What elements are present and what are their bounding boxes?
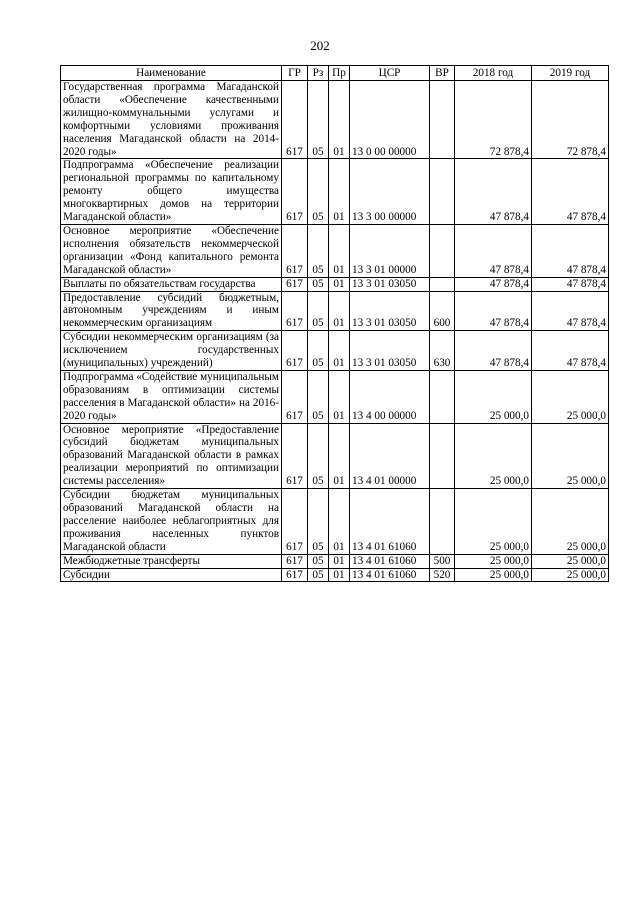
- cell-pr: 01: [329, 568, 350, 582]
- table-row: [61, 489, 609, 555]
- column-header-rz: Рз: [308, 66, 329, 81]
- table-row: [61, 291, 609, 331]
- cell-gr: 617: [282, 81, 308, 159]
- column-header-name: Наименование: [61, 66, 282, 81]
- column-header-csr: ЦСР: [350, 66, 430, 81]
- table-row: [61, 568, 609, 582]
- cell-2018: 25 000,0: [455, 423, 532, 489]
- budget-table: [60, 65, 609, 582]
- cell-rz: 05: [308, 331, 329, 371]
- cell-csr: 13 4 01 00000: [350, 423, 430, 489]
- table-row: [61, 370, 609, 423]
- cell-2018: 47 878,4: [455, 291, 532, 331]
- cell-2019: 72 878,4: [532, 81, 609, 159]
- cell-gr: 617: [282, 423, 308, 489]
- cell-csr: 13 0 00 00000: [350, 81, 430, 159]
- cell-pr: 01: [329, 159, 350, 225]
- cell-gr: 617: [282, 370, 308, 423]
- cell-name: Подпрограмма «Обеспечение реализации региональной программы по капитальному ремонту общего имущества многоквартирных домов на территории Магаданской области»: [61, 159, 282, 225]
- cell-vr: [430, 423, 455, 489]
- cell-csr: 13 3 01 00000: [350, 224, 430, 277]
- cell-rz: 05: [308, 291, 329, 331]
- cell-gr: 617: [282, 159, 308, 225]
- cell-pr: 01: [329, 291, 350, 331]
- cell-2018: 47 878,4: [455, 159, 532, 225]
- cell-name: Выплаты по обязательствам государства: [61, 277, 282, 291]
- cell-csr: 13 4 01 61060: [350, 489, 430, 555]
- cell-csr: 13 3 01 03050: [350, 291, 430, 331]
- cell-gr: 617: [282, 277, 308, 291]
- page-number: 202: [310, 38, 330, 53]
- cell-2019: 47 878,4: [532, 159, 609, 225]
- cell-vr: 520: [430, 568, 455, 582]
- cell-name: Предоставление субсидий бюджетным, автономным учреждениям и иным некоммерческим организациям: [61, 291, 282, 331]
- cell-2018: 47 878,4: [455, 277, 532, 291]
- cell-rz: 05: [308, 554, 329, 568]
- cell-gr: 617: [282, 291, 308, 331]
- table-row: [61, 423, 609, 489]
- cell-rz: 05: [308, 423, 329, 489]
- cell-2018: 72 878,4: [455, 81, 532, 159]
- cell-pr: 01: [329, 277, 350, 291]
- table-row: [61, 331, 609, 371]
- cell-2018: 25 000,0: [455, 370, 532, 423]
- cell-vr: 600: [430, 291, 455, 331]
- cell-pr: 01: [329, 224, 350, 277]
- cell-name: Субсидии некоммерческим организациям (за исключением государственных (муниципальных) учреждений): [61, 331, 282, 371]
- cell-pr: 01: [329, 489, 350, 555]
- cell-name: Основное мероприятие «Предоставление субсидий бюджетам муниципальных образований Магаданской области в рамках реализации мероприятий по оптимизации системы расселения»: [61, 423, 282, 489]
- cell-2019: 25 000,0: [532, 554, 609, 568]
- cell-vr: [430, 159, 455, 225]
- cell-2019: 47 878,4: [532, 277, 609, 291]
- cell-2019: 47 878,4: [532, 224, 609, 277]
- cell-vr: [430, 277, 455, 291]
- cell-rz: 05: [308, 568, 329, 582]
- cell-vr: [430, 81, 455, 159]
- column-header-pr: Пр: [329, 66, 350, 81]
- cell-csr: 13 4 01 61060: [350, 568, 430, 582]
- cell-vr: [430, 370, 455, 423]
- cell-rz: 05: [308, 370, 329, 423]
- cell-vr: [430, 489, 455, 555]
- cell-pr: 01: [329, 331, 350, 371]
- table-row: [61, 159, 609, 225]
- table-row: [61, 224, 609, 277]
- cell-pr: 01: [329, 370, 350, 423]
- column-header-vr: ВР: [430, 66, 455, 81]
- cell-csr: 13 3 01 03050: [350, 331, 430, 371]
- cell-vr: [430, 224, 455, 277]
- cell-2019: 25 000,0: [532, 370, 609, 423]
- table-row: [61, 81, 609, 159]
- cell-gr: 617: [282, 568, 308, 582]
- cell-2018: 25 000,0: [455, 554, 532, 568]
- table-header-row: [61, 66, 609, 81]
- cell-csr: 13 3 00 00000: [350, 159, 430, 225]
- column-header-2019: 2019 год: [532, 66, 609, 81]
- cell-vr: 630: [430, 331, 455, 371]
- cell-csr: 13 4 01 61060: [350, 554, 430, 568]
- cell-name: Государственная программа Магаданской области «Обеспечение качественными жилищно-коммунальными услугами и комфортными условиями проживания населения Магаданской области на 2014-2020 годы»: [61, 81, 282, 159]
- cell-rz: 05: [308, 224, 329, 277]
- table-row: [61, 554, 609, 568]
- cell-rz: 05: [308, 489, 329, 555]
- cell-pr: 01: [329, 81, 350, 159]
- cell-2018: 47 878,4: [455, 224, 532, 277]
- cell-name: Межбюджетные трансферты: [61, 554, 282, 568]
- cell-vr: 500: [430, 554, 455, 568]
- cell-gr: 617: [282, 224, 308, 277]
- cell-name: Подпрограмма «Содействие муниципальным образованиям в оптимизации системы расселения в Магаданской области» на 2016-2020 годы»: [61, 370, 282, 423]
- cell-csr: 13 4 00 00000: [350, 370, 430, 423]
- cell-pr: 01: [329, 554, 350, 568]
- cell-2019: 47 878,4: [532, 291, 609, 331]
- cell-name: Субсидии: [61, 568, 282, 582]
- table-row: [61, 277, 609, 291]
- cell-2018: 47 878,4: [455, 331, 532, 371]
- cell-2019: 47 878,4: [532, 331, 609, 371]
- cell-2018: 25 000,0: [455, 568, 532, 582]
- cell-rz: 05: [308, 277, 329, 291]
- cell-2019: 25 000,0: [532, 423, 609, 489]
- cell-pr: 01: [329, 423, 350, 489]
- column-header-gr: ГР: [282, 66, 308, 81]
- cell-2019: 25 000,0: [532, 489, 609, 555]
- cell-rz: 05: [308, 81, 329, 159]
- cell-2019: 25 000,0: [532, 568, 609, 582]
- column-header-2018: 2018 год: [455, 66, 532, 81]
- cell-csr: 13 3 01 03050: [350, 277, 430, 291]
- cell-2018: 25 000,0: [455, 489, 532, 555]
- cell-name: Основное мероприятие «Обеспечение исполнения обязательств некоммерческой организации «Фонд капитального ремонта Магаданской области»: [61, 224, 282, 277]
- cell-gr: 617: [282, 554, 308, 568]
- cell-gr: 617: [282, 331, 308, 371]
- cell-gr: 617: [282, 489, 308, 555]
- cell-rz: 05: [308, 159, 329, 225]
- cell-name: Субсидии бюджетам муниципальных образований Магаданской области на расселение наиболее неблагоприятных для проживания населенных пунктов Магаданской области: [61, 489, 282, 555]
